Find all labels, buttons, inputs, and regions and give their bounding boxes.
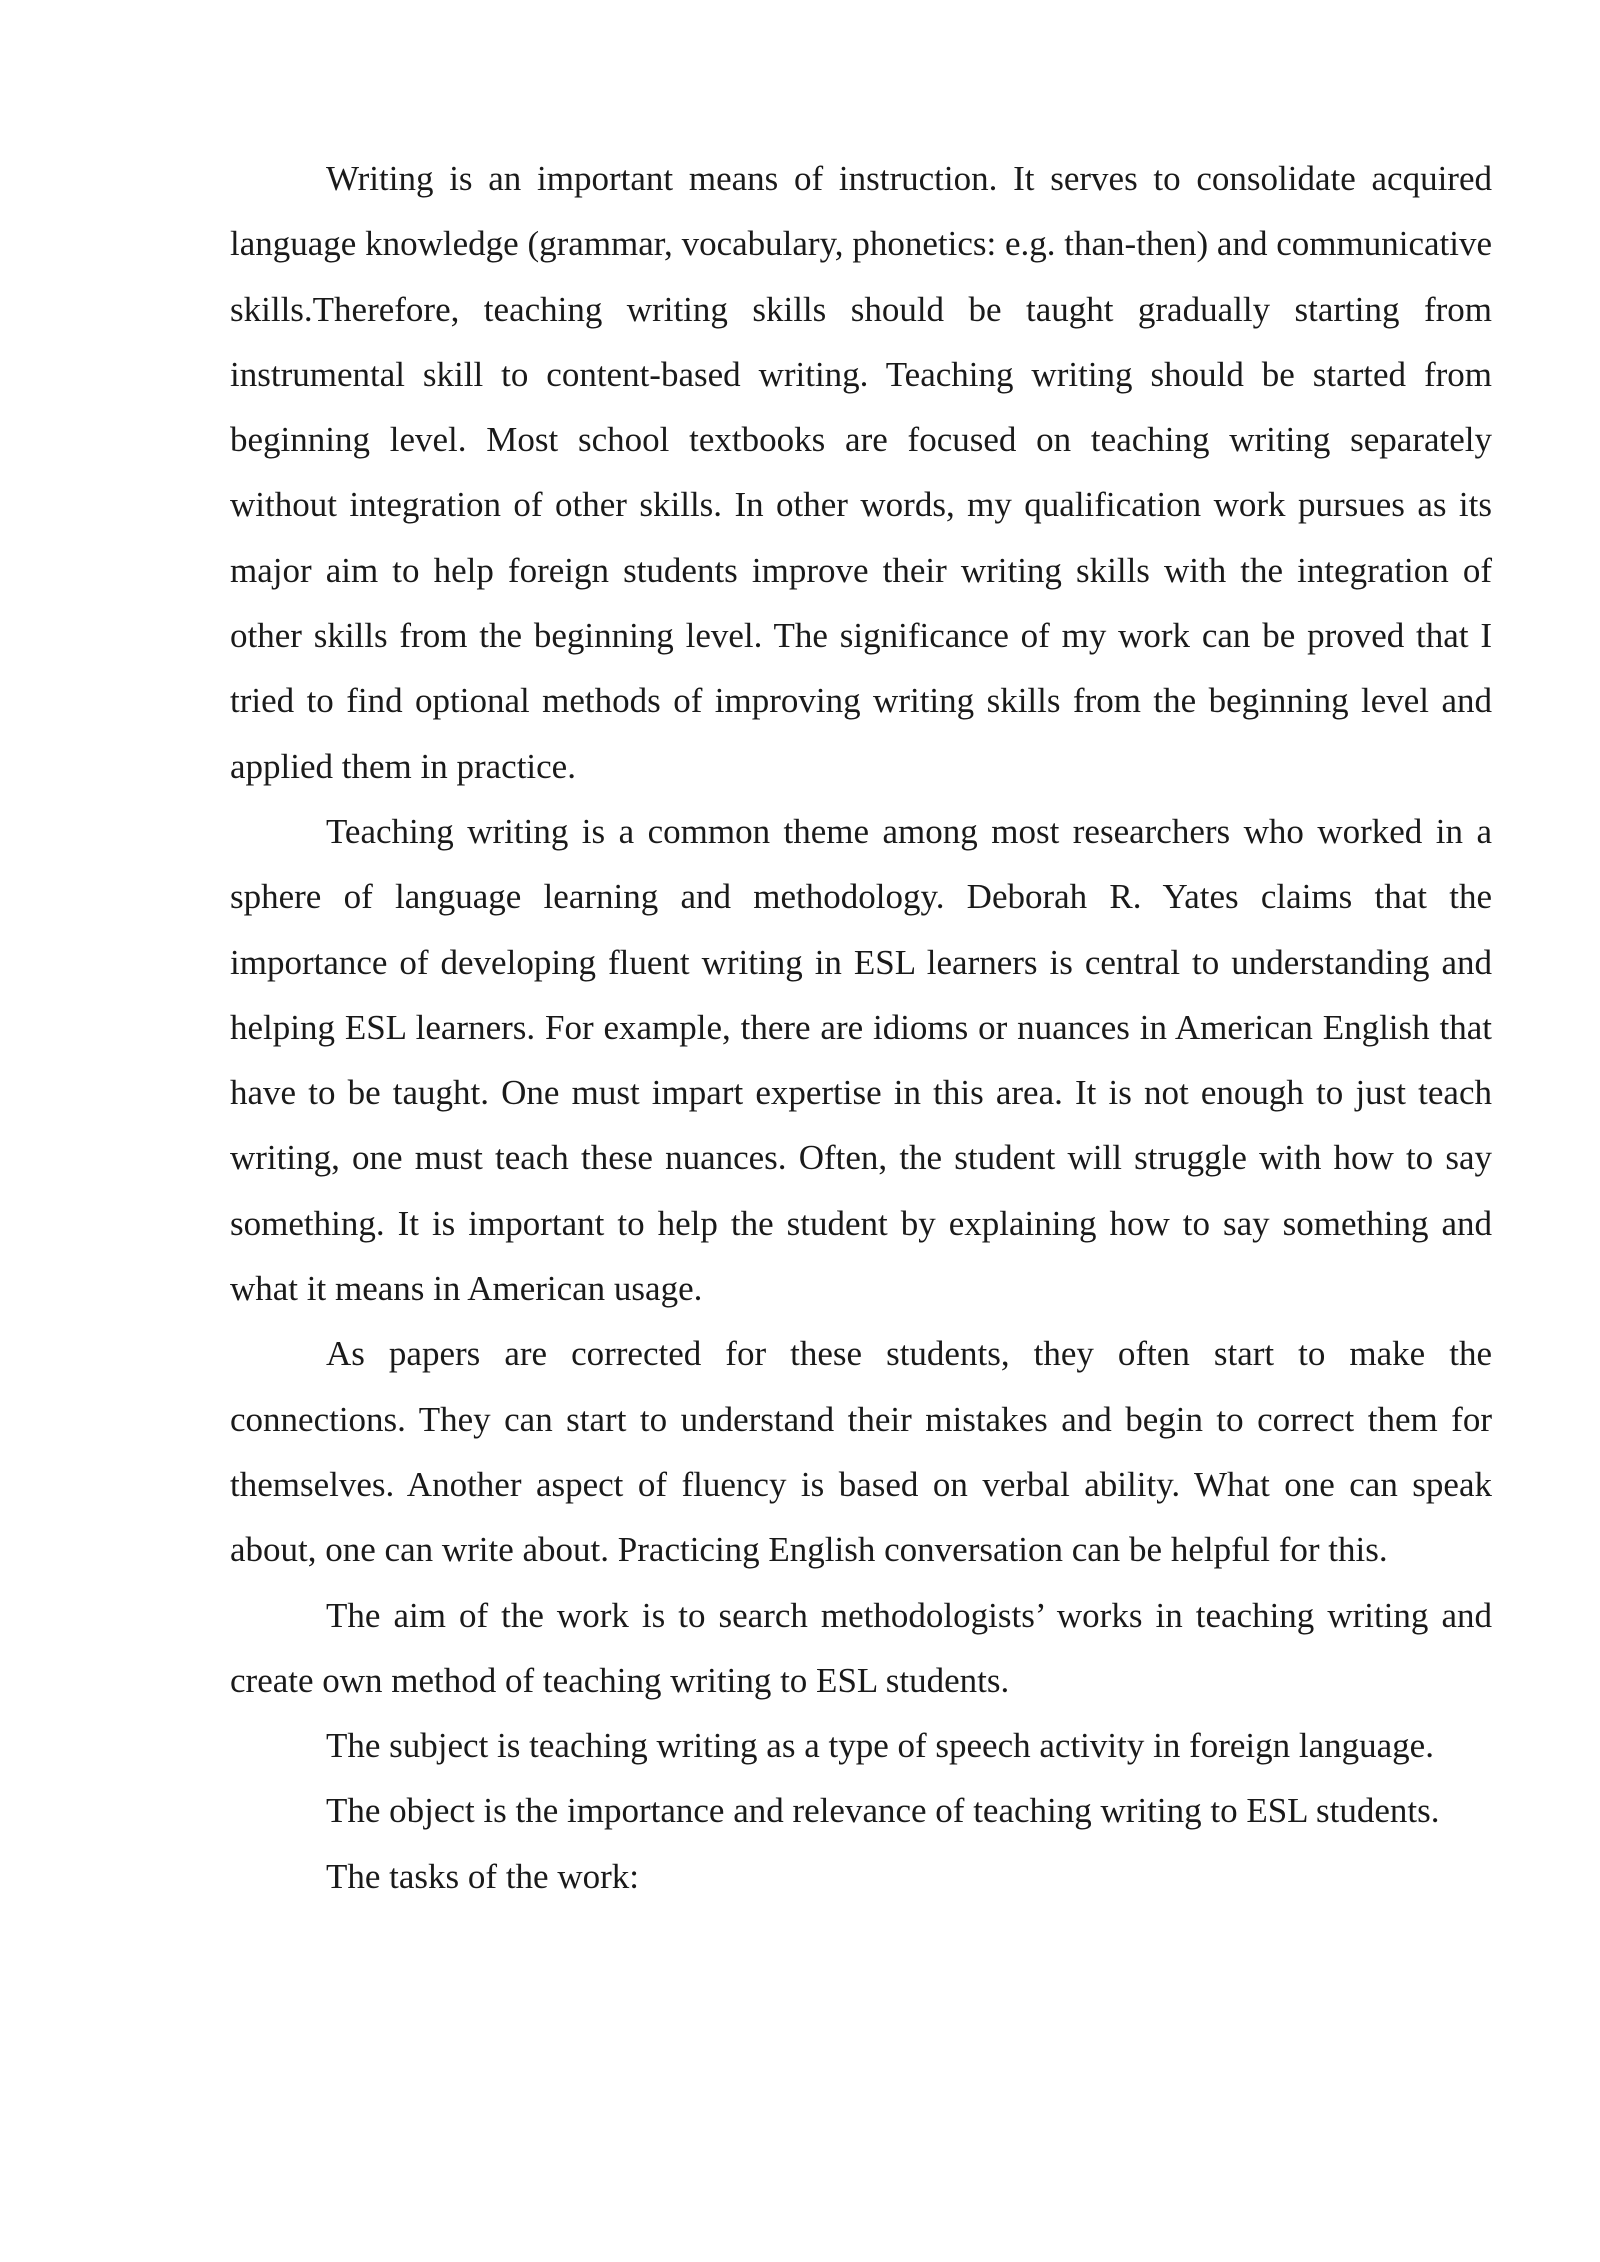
paragraph-aim: The aim of the work is to search methodologists’ works in teaching writing and create own method of teaching writing to ESL students.	[230, 1595, 1492, 1700]
paragraph-researchers: Teaching writing is a common theme among most researchers who worked in a sphere of language learning and methodology. Deborah R. Yates claims that the importance of developing fluent writing in ESL learners is central to understanding and helping ESL learners. For example, there are idioms or nuances in American English that have to be taught. One must impart expertise in this area. It is not enough to just teach writing, one must teach these nuances. Often, the student will struggle with how to say something. It is important to help the student by explaining how to say something and what it means in American usage.	[230, 811, 1492, 1309]
paragraph-object: The object is the importance and relevance of teaching writing to ESL students.	[326, 1791, 1440, 1831]
paragraph-tasks: The tasks of the work:	[326, 1856, 639, 1896]
paragraph-subject: The subject is teaching writing as a type of speech activity in foreign language.	[326, 1726, 1434, 1766]
paragraph-intro: Writing is an important means of instruction. It serves to consolidate acquired language knowledge (grammar, vocabulary, phonetics: e.g. than-then) and communicative skills.Therefore, teaching writing skills should be taught gradually starting from instrumental skill to content-based writing. Teaching writing should be started from beginning level. Most school textbooks are focused on teaching writing separately without integration of other skills. In other words, my qualification work pursues as its major aim to help foreign students improve their writing skills with the integration of other skills from the beginning level. The significance of my work can be proved that I tried to find optional methods of improving writing skills from the beginning level and applied them in practice.	[230, 159, 1492, 786]
body-text	[230, 146, 1492, 1909]
paragraph-corrections: As papers are corrected for these students, they often start to make the connections. They can start to understand their mistakes and begin to correct them for themselves. Another aspect of fluency is based on verbal ability. What one can speak about, one can write about. Practicing English conversation can be helpful for this.	[230, 1334, 1492, 1570]
